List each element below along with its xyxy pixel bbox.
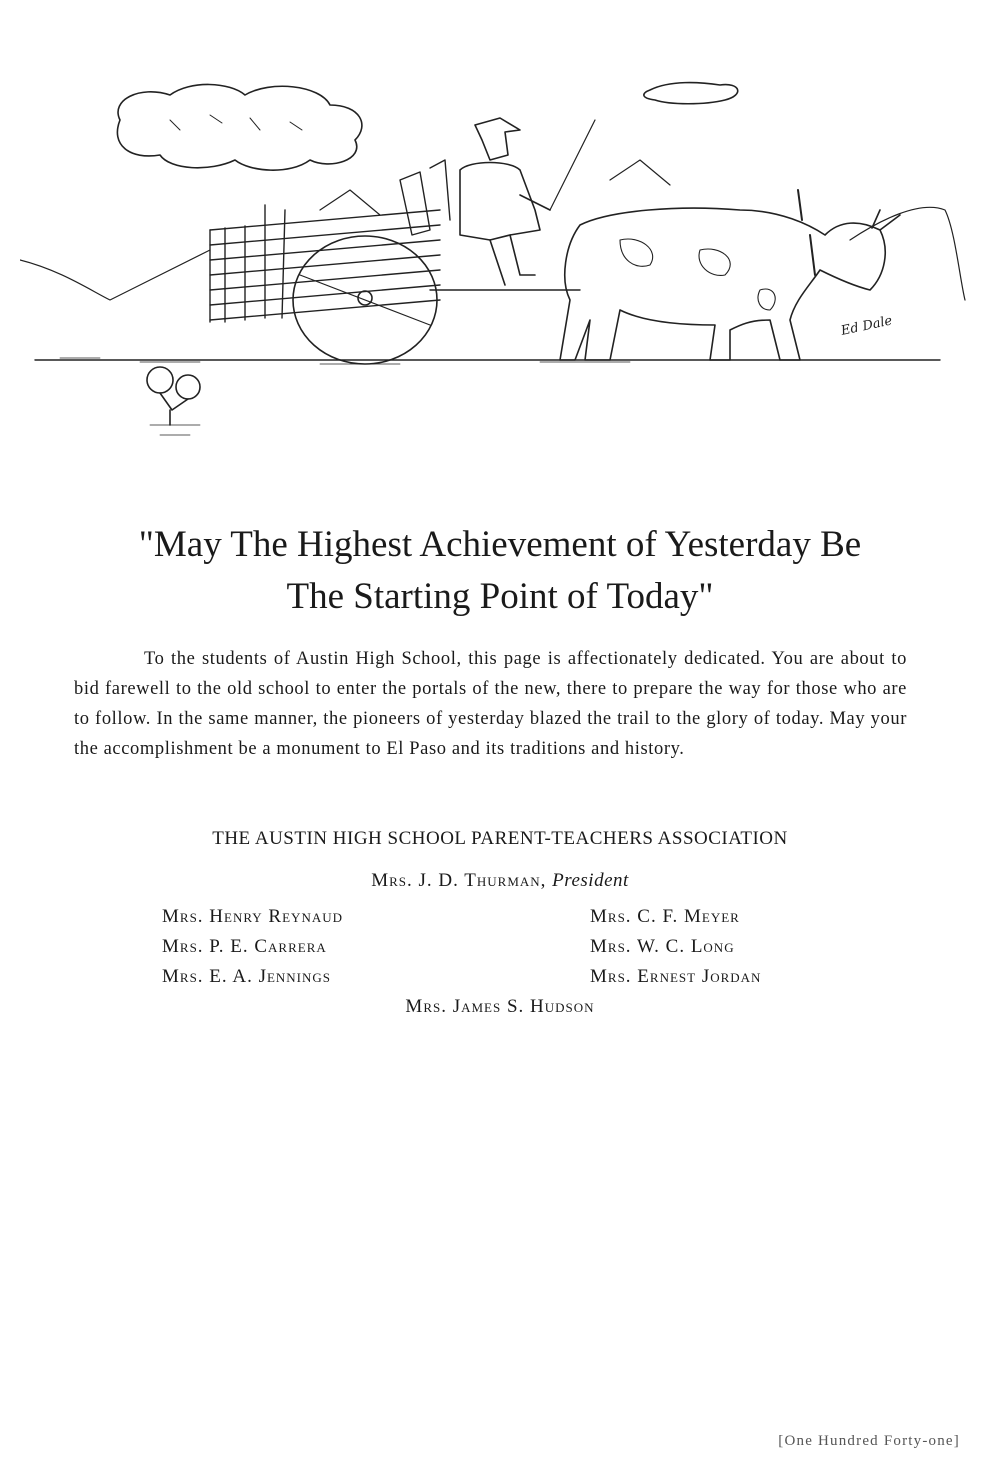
driver-figure [460, 118, 595, 285]
member-name: Mrs. C. F. Meyer [590, 906, 740, 927]
president-title: President [552, 870, 629, 891]
member-name: Mrs. E. A. Jennings [162, 966, 332, 987]
cactus [147, 367, 200, 435]
president-name: Mrs. J. D. Thurman, [371, 870, 547, 891]
mountains [20, 160, 965, 300]
association-heading: THE AUSTIN HIGH SCHOOL PARENT-TEACHERS ASSOCIATION [212, 828, 788, 849]
member-name: Mrs. Ernest Jordan [590, 966, 762, 987]
page-number: [One Hundred Forty-one] [778, 1433, 960, 1449]
member-name: Mrs. W. C. Long [590, 936, 735, 957]
dedication-paragraph: To the students of Austin High School, this page is affectionately dedicated. You are about to bid farewell to the old school to enter the portals of the new, there to prepare the way for those who are to follow. In the same manner, the pioneers of yesterday blazed the trail to the glory of today. May your the accomplishment be a monument to El Paso and its traditions and history. [74, 649, 907, 759]
oxcart-illustration [20, 60, 980, 460]
member-name: Mrs. P. E. Carrera [162, 936, 327, 957]
small-cloud [644, 83, 738, 104]
title-line-2: The Starting Point of Today" [286, 576, 714, 617]
cart-logs [210, 160, 450, 322]
whip [550, 120, 595, 210]
signature: Ed Dale [839, 313, 894, 339]
cloud [117, 84, 361, 170]
member-name-center: Mrs. James S. Hudson [405, 996, 595, 1017]
president-line [0, 870, 1000, 892]
member-name: Mrs. Henry Reynaud [162, 906, 343, 927]
cart-wheel [293, 236, 437, 364]
title-line-1: "May The Highest Achievement of Yesterday Be [138, 524, 862, 565]
